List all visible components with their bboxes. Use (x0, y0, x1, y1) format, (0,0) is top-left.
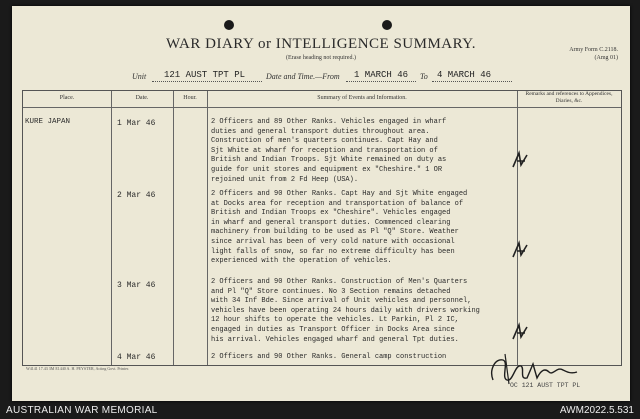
entry-date: 3 Mar 46 (117, 281, 156, 290)
signature-caption: OC 121 AUST TPT PL (510, 382, 581, 389)
col-divider (207, 91, 208, 365)
to-value: 4 MARCH 46 (437, 70, 492, 80)
entry-text: 2 Officers and 90 Other Ranks. Construction of Men's Quarters and Pl "Q" Store continues. No 3 Section remains detached with 34 Inf Bde. Since arrival of Unit vehicles and personnel, vehicles have been operating 24 hours daily with drivers working 12 hour shifts to operate the vehicles. Lt Parkin, Pl 2 IC, engaged in duties as Transport Officer in Docks Area since his arrival. Vehicles engaged wharf and general Tpt duties. (211, 278, 480, 344)
from-value: 1 MARCH 46 (354, 70, 409, 80)
unit-value: 121 AUST TPT PL (164, 70, 246, 80)
entry-date: 1 Mar 46 (117, 119, 156, 128)
header-divider (23, 107, 621, 108)
punch-hole-right (382, 20, 392, 30)
army-form-sub: (Amg 01) (594, 55, 618, 61)
form-subtitle: (Erase heading not required.) (286, 55, 356, 61)
printer-note: W4141 17.43 3M E1440 A. H. PEYSTER, Acting Govt. Printer. (26, 366, 129, 371)
diary-table (22, 90, 622, 366)
col-header-date: Date. (135, 95, 149, 101)
entry-text: 2 Officers and 90 Other Ranks. General camp construction (211, 353, 447, 361)
initials-mark (509, 149, 533, 171)
to-underline (432, 81, 512, 82)
unit-label: Unit (132, 72, 147, 81)
col-divider (111, 91, 112, 365)
entry-text: 2 Officers and 90 Other Ranks. Capt Hay and Sjt White engaged at Docks area for reception and transportation of balance of British and Indian Troops ex "Cheshire". Vehicles engaged in wharf and general transport duties. Commenced clearing machinery from building to be used as Pl "Q" Store. Weather since arrival has been of very cold nature with occasional light falls of snow, so far no extreme difficulty has been experienced with the operation of vehicles. (211, 190, 468, 266)
archive-name: AUSTRALIAN WAR MEMORIAL (6, 405, 158, 416)
entry-text: 2 Officers and 89 Other Ranks. Vehicles engaged in wharf duties and general transport duties throughout area. Construction of men's quarters continues. Capt Hay and Sjt White at wharf for reception and transportation of British and Indian Troops. Sjt White remained on duty as guide for unit stores and equipment ex "Cheshire." 1 OR rejoined unit from 2 Fd Heep (USA). (211, 118, 447, 184)
place-value: KURE JAPAN (25, 118, 71, 126)
col-header-hour: Hour. (183, 95, 197, 101)
col-header-place: Place. (59, 95, 75, 101)
from-underline (346, 81, 416, 82)
initials-mark (509, 239, 533, 261)
unit-underline (152, 81, 262, 82)
entry-date: 2 Mar 46 (117, 191, 156, 200)
form-title: WAR DIARY or INTELLIGENCE SUMMARY. (166, 36, 476, 52)
army-form-label (569, 46, 618, 62)
col-header-summary: Summary of Events and Information. (317, 95, 407, 101)
entry-date: 4 Mar 46 (117, 353, 156, 362)
initials-mark (509, 321, 533, 343)
archive-id: AWM2022.5.531 (559, 405, 634, 416)
col-header-remarks: Remarks and references to Appendices, Diaries, &c. (525, 91, 613, 104)
army-form-number: Army Form C.2118. (569, 47, 618, 53)
col-divider (173, 91, 174, 365)
diary-page (12, 6, 630, 401)
punch-hole-left (224, 20, 234, 30)
to-label: To (420, 72, 428, 81)
date-time-label: Date and Time.—From (266, 72, 340, 81)
